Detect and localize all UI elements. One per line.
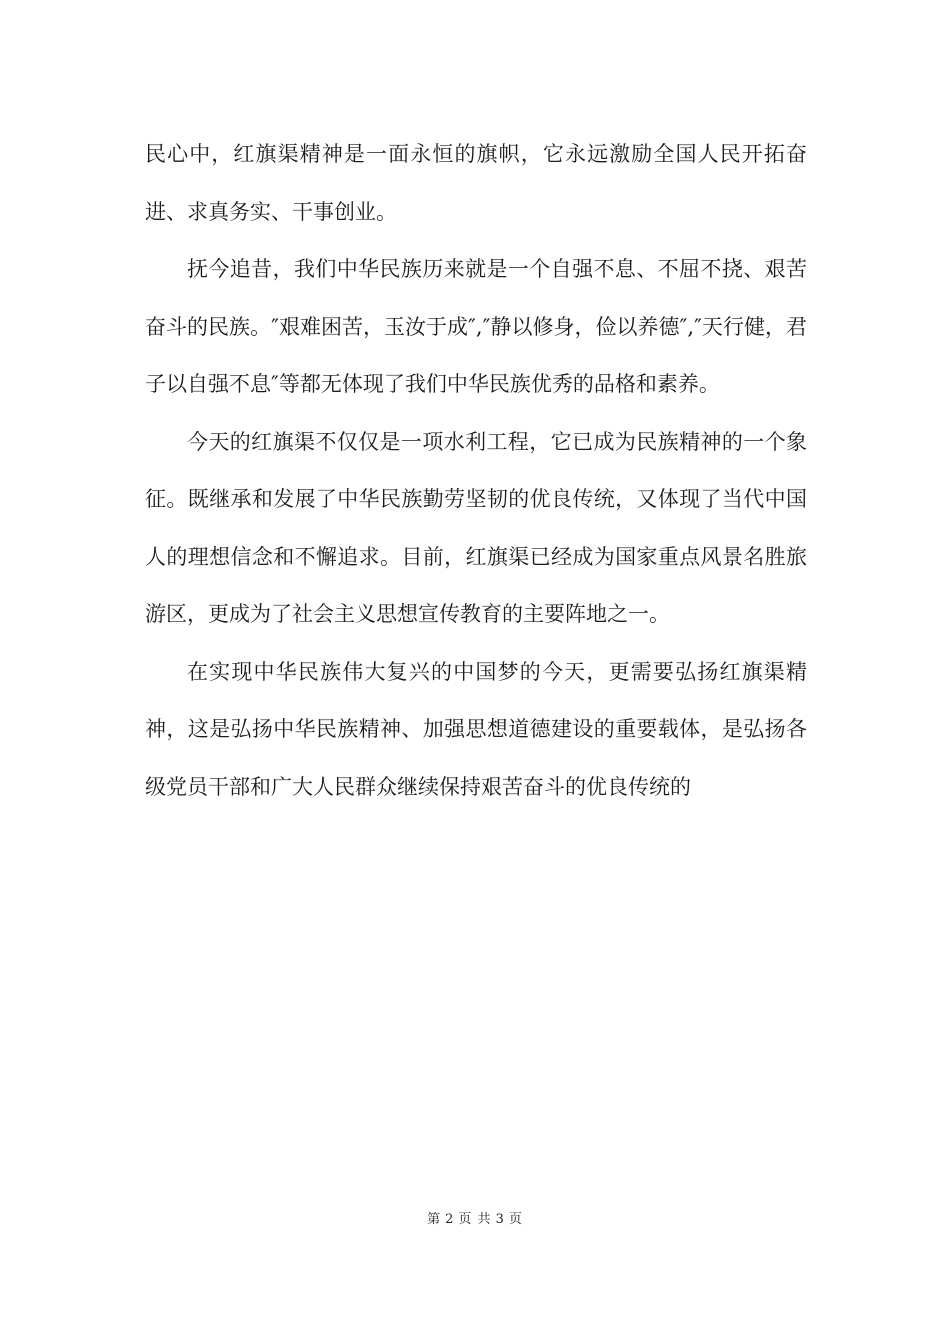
footer-middle: 页 共 — [458, 1212, 492, 1227]
footer-suffix: 页 — [508, 1212, 523, 1227]
page-footer — [0, 1208, 950, 1227]
paragraph: 在实现中华民族伟大复兴的中国梦的今天，更需要弘扬红旗渠精神，这是弘扬中华民族精神、加强思想道德建设的重要载体，是弘扬各级党员干部和广大人民群众继续保持艰苦奋斗的优良传统的 — [145, 659, 807, 799]
paragraph: 抚今追昔，我们中华民族历来就是一个自强不息、不屈不挠、艰苦奋斗的民族。″艰难困苦，玉汝于成″,″静以修身，俭以养德″,″天行健，君子以自强不息″等都无体现了我们中华民族优秀的品格和素养。 — [145, 257, 807, 396]
document-body — [145, 126, 807, 816]
footer-prefix: 第 — [427, 1212, 442, 1227]
paragraph: 今天的红旗渠不仅仅是一项水利工程，它已成为民族精神的一个象征。既继承和发展了中华民族勤劳坚韧的优良传统，又体现了当代中国人的理想信念和不懈追求。目前，红旗渠已经成为国家重点风景名胜旅游区，更成为了社会主义思想宣传教育的主要阵地之一。 — [145, 429, 807, 626]
footer-current-page: 2 — [445, 1212, 455, 1227]
footer-total-pages: 3 — [495, 1212, 505, 1227]
paragraph: 民心中，红旗渠精神是一面永恒的旗帜，它永远激励全国人民开拓奋进、求真务实、干事创业。 — [145, 142, 807, 224]
